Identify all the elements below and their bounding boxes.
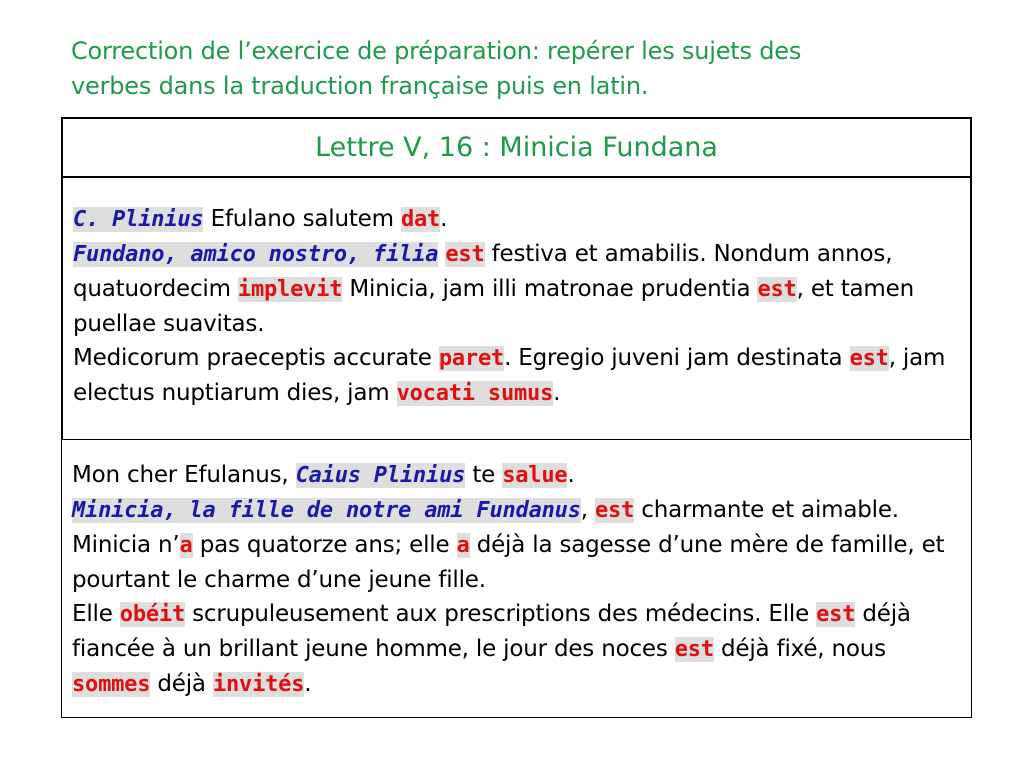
- text-run: déjà la sagesse d’une mère de famille, et pourtant le charme d’une jeune fille.: [72, 532, 945, 593]
- subject: C. Plinius: [73, 207, 204, 232]
- heading-line-2: verbes dans la traduction française puis en latin.: [71, 72, 649, 100]
- text-run: Mon cher Efulanus,: [72, 462, 296, 488]
- verb: est: [757, 277, 797, 302]
- text-run: pas quatorze ans; elle: [192, 532, 457, 558]
- french-text: [72, 458, 963, 702]
- verb: dat: [400, 207, 441, 232]
- text-run: festiva et amabilis. Nondum annos, quatuordecim: [73, 241, 893, 302]
- french-text-box: [61, 439, 972, 718]
- subject: Minicia, la fille de notre ami Fundanus: [72, 498, 581, 523]
- text-run: .: [567, 462, 575, 488]
- verb: implevit: [237, 277, 343, 302]
- text-run: te: [465, 462, 503, 488]
- text-run: déjà fixé, nous: [713, 636, 886, 662]
- text-run: Minicia, jam illi matronae prudentia: [342, 276, 758, 302]
- text-run: , jam electus nuptiarum dies, jam: [73, 345, 946, 406]
- text-run: déjà: [150, 671, 213, 697]
- verb: salue: [502, 463, 568, 488]
- subject: Fundano, amico nostro, filia: [73, 242, 439, 267]
- text-run: scrupuleusement aux prescriptions des médecins. Elle: [185, 601, 817, 627]
- verb: obéit: [119, 602, 186, 627]
- verb: a: [179, 533, 193, 558]
- verb: paret: [438, 346, 505, 371]
- latin-text: [73, 202, 962, 411]
- heading-line-1: Correction de l’exercice de préparation: repérer les sujets des: [71, 37, 802, 65]
- verb: est: [816, 602, 856, 627]
- verb: sommes: [72, 672, 151, 697]
- letter-title-box: [61, 117, 972, 178]
- latin-text-box: [61, 176, 972, 441]
- text-run: .: [553, 380, 561, 406]
- text-run: charmante et aimable. Minicia n’: [72, 497, 899, 558]
- text-run: Medicorum praeceptis accurate: [73, 345, 439, 371]
- text-run: .: [304, 671, 312, 697]
- text-run: Elle: [72, 601, 120, 627]
- verb: a: [456, 533, 470, 558]
- letter-title: Lettre V, 16 : Minicia Fundana: [315, 132, 718, 163]
- text-run: , et tamen puellae suavitas.: [73, 276, 914, 337]
- page-heading: [71, 34, 971, 104]
- verb: est: [595, 498, 635, 523]
- text-run: déjà fiancée à un brillant jeune homme, le jour des noces: [72, 601, 911, 662]
- verb: est: [849, 346, 889, 371]
- text-run: ,: [580, 497, 595, 523]
- text-run: .: [440, 206, 448, 232]
- text-run: Efulano salutem: [203, 206, 401, 232]
- verb: invités: [212, 672, 305, 697]
- verb: est: [674, 637, 714, 662]
- text-run: . Egregio juveni jam destinata: [504, 345, 850, 371]
- verb: est: [445, 242, 485, 267]
- subject: Caius Plinius: [295, 463, 466, 488]
- verb: vocati sumus: [396, 381, 554, 406]
